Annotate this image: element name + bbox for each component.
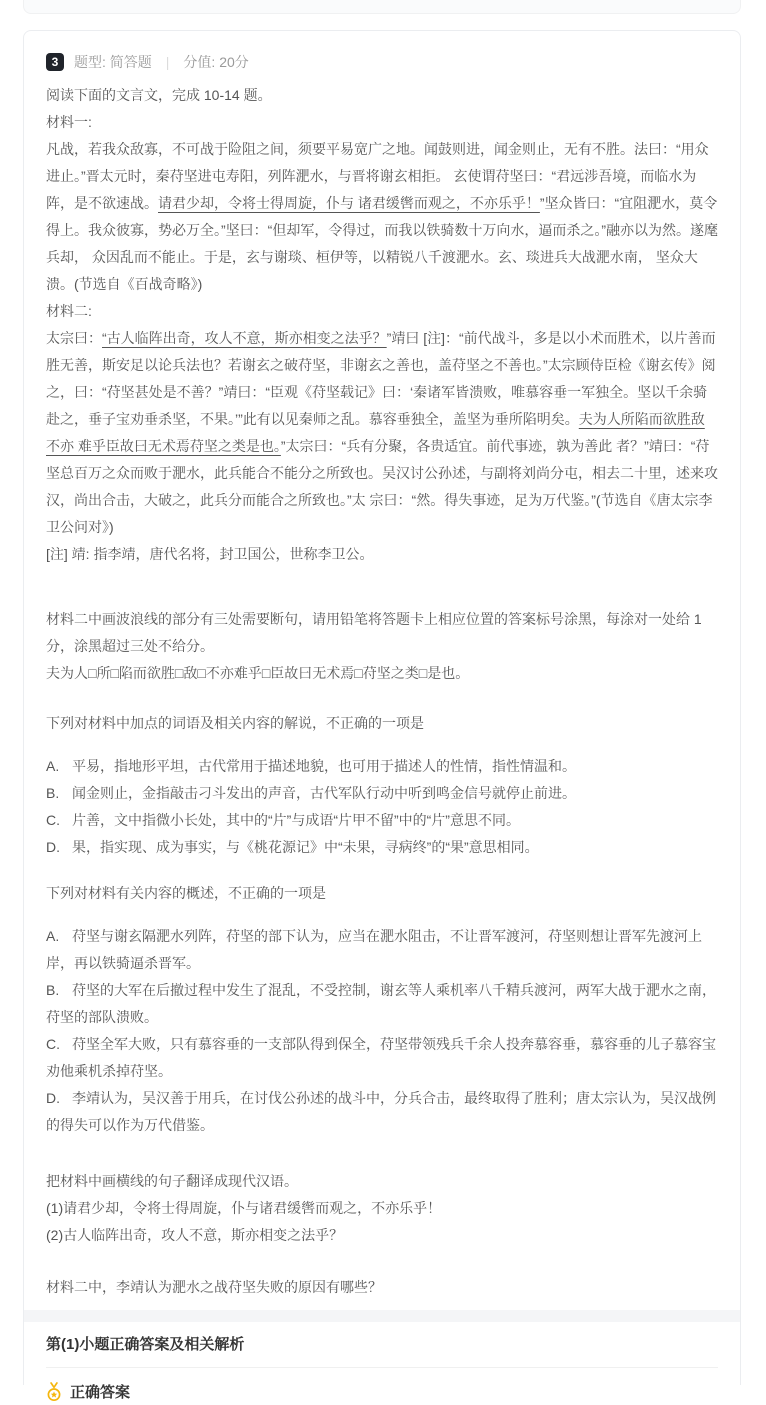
question-number-badge: 3 [46,53,64,71]
header-divider: | [165,54,170,70]
underlined-segment: “古人临阵出奇，攻人不意，斯亦相变之法乎？ [102,330,387,346]
material1-text [46,136,718,298]
text-segment: ”坚众皆曰：“宜阻淝水，莫令得上。我众彼寡，势必万全。”坚曰：“但却军，令得过，而我以铁骑数十万向水，逼而杀之。”融亦以为然。遂麾兵却， 众因乱而不能止。于是，玄与谢琰、桓伊等，以精锐八千渡淝水。玄、琰进兵大战淝水南， 坚众大溃。(节选自《百战奇略》) [46,195,718,292]
translate-item: (2)古人临阵出奇，攻人不意，斯亦相变之法乎？ [46,1227,344,1243]
option-label: A. [46,928,60,944]
duanju-sentence: 夫为人□所□陷而欲胜□敌□不亦难乎□臣故曰无术焉□苻坚之类□是也。 [46,665,470,681]
option [46,923,718,977]
short-answer-prompt: 材料二中，李靖认为淝水之战苻坚失败的原因有哪些？ [46,1279,382,1295]
option-text: 苻坚与谢玄隔淝水列阵，苻坚的部下认为，应当在淝水阻击，不让晋军渡河，苻坚则想让晋军先渡河上岸，再以铁骑逼杀晋军。 [46,928,702,971]
underlined-segment: 请君少却，令将士得周旋，仆与 诸君缓辔而观之，不亦乐乎！ [158,195,540,211]
note-text: [注] 靖: 指李靖，唐代名将，封卫国公，世称李卫公。 [46,546,374,562]
material2-text [46,325,718,541]
text-segment: ”太宗曰：“兵有分聚，各贵适宜。前代事迹，孰为善此 者？”靖曰：“苻坚总百万之众而败于淝水，此兵能合不能分之所致也。吴汉讨公孙述，与副将刘尚分屯，相去二十里，述来攻汉，尚出合击，大破之，此兵分而能合之所致也。”太 宗曰：“然。得失事迹，足为万代鉴。”(节选自《唐太宗李卫公问对》) [46,438,718,535]
translate-item: (1)请君少却，令将士得周旋，仆与诸君缓辔而观之，不亦乐乎！ [46,1200,442,1216]
option-label: C. [46,812,60,828]
duanju-prompt: 材料二中画波浪线的部分有三处需要断句，请用铅笔将答题卡上相应位置的答案标号涂黑，每涂对一处给 1 分，涂黑超过三处不给分。 [46,611,702,654]
question-card [23,30,741,1401]
option [46,834,718,861]
correct-answer-label: 正确答案 [70,1384,131,1401]
divider-line [46,1367,718,1368]
medal-icon [46,1382,62,1402]
option [46,977,718,1031]
option [46,753,718,780]
text-segment: 凡战，若我众敌寡，不可战于险阻之间，须要平易宽广之地。闻鼓则进，闻金则止，无有不胜。法曰：“用众进止。”晋太元时，秦苻坚进屯寿阳，列阵淝水，与晋将谢玄相拒。 玄使谓苻坚曰：“君远涉吾境，而临水为阵，是不欲速战。 [46,141,709,211]
option-text: 平易，指地形平坦，古代常用于描述地貌，也可用于描述人的性情，指性情温和。 [72,758,576,774]
option-label: D. [46,839,60,855]
option [46,1031,718,1085]
previous-card-remnant [23,0,741,14]
material2-title: 材料二: [46,303,92,319]
section-separator [24,1310,740,1322]
option-label: B. [46,785,60,801]
question-header [46,52,718,72]
text-segment: ”靖曰 [注]：“前代战斗，多是以小术而胜术，以片善而胜无善，斯安足以论兵法也？若谢玄之破苻坚，非谢玄之善也，盖苻坚之不善也。”太宗顾侍臣检《谢玄传》阅之，曰：“苻坚甚处是不善？”靖曰：“臣观《苻坚载记》曰：‘秦诸军皆溃败，唯慕容垂一军独全。坚以千余骑赴之，垂子宝劝垂杀坚，不果。’”此有以见秦师之乱。慕容垂独全，盖坚为垂所陷明矣。 [46,330,716,427]
underlined-segment: 夫为人所陷而欲胜敌不亦 难乎臣故曰无术焉苻坚之类是也。 [46,411,705,454]
option-text: 李靖认为，吴汉善于用兵，在讨伐公孙述的战斗中，分兵合击，最终取得了胜利；唐太宗认为，吴汉战例的得失可以作为万代借鉴。 [46,1090,716,1133]
question-type-label: 题型: 简答题 [74,54,152,70]
option-text: 苻坚的大军在后撤过程中发生了混乱，不受控制，谢玄等人乘机率八千精兵渡河，两军大战于淝水之南，苻坚的部队溃败。 [46,982,716,1025]
option-text: 闻金则止，金指敲击刁斗发出的声音，古代军队行动中听到鸣金信号就停止前进。 [72,785,576,801]
option-label: D. [46,1090,60,1106]
summary-question-prompt: 下列对材料有关内容的概述，不正确的一项是 [46,885,326,901]
summary-options [46,923,718,1139]
option [46,780,718,807]
option [46,807,718,834]
answer-section-title: 第(1)小题正确答案及相关解析 [46,1336,245,1353]
option [46,1085,718,1139]
option-text: 片善，文中指微小长处，其中的“片”与成语“片甲不留”中的“片”意思不同。 [72,812,520,828]
option-text: 苻坚全军大败，只有慕容垂的一支部队得到保全，苻坚带领残兵千余人投奔慕容垂，慕容垂的儿子慕容宝劝他乘机杀掉苻坚。 [46,1036,716,1079]
option-label: B. [46,982,60,998]
option-text: 果，指实现、成为事实，与《桃花源记》中“未果，寻病终”的“果”意思相同。 [72,839,539,855]
translate-items [46,1195,718,1249]
correct-answer-row [46,1378,718,1405]
option-label: A. [46,758,60,774]
intro-text: 阅读下面的文言文，完成 10-14 题。 [46,87,272,103]
question-score-label: 分值: 20分 [183,54,249,70]
text-segment: 太宗曰： [46,330,102,346]
option-label: C. [46,1036,60,1052]
material1-title: 材料一: [46,114,92,130]
words-options [46,753,718,861]
translate-question-prompt: 把材料中画横线的句子翻译成现代汉语。 [46,1173,298,1189]
words-question-prompt: 下列对材料中加点的词语及相关内容的解说，不正确的一项是 [46,715,424,731]
